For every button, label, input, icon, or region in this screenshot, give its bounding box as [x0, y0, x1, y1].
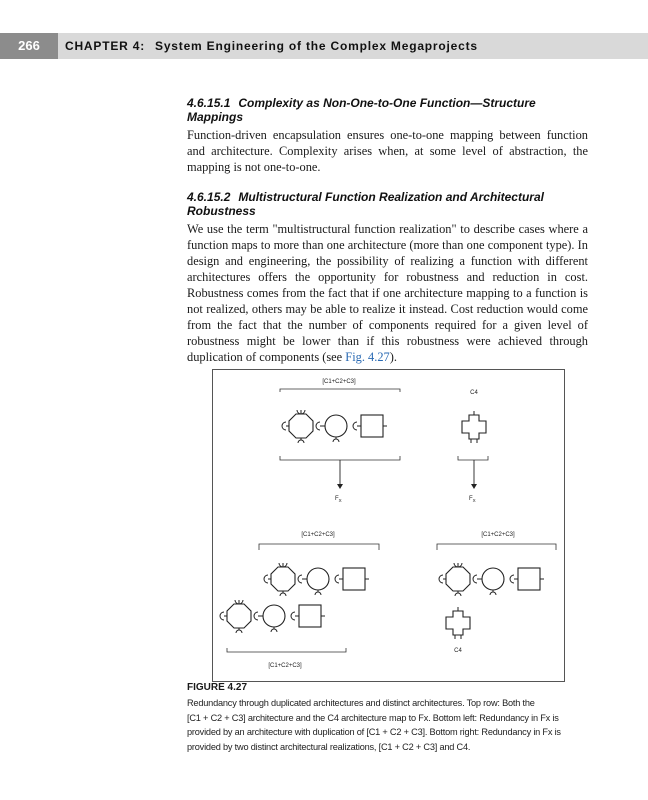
section-body: We use the term "multistructural function realization" to describe cases where a function maps to more than one architecture (more than one component type). In design and engineering, the possibility of realizing a function with different architectures offers the opportunity for robustness and reduction in cost. Robustness comes from the fact that if one architecture mapping to a function is not realized, others may be able to realize it instead. Cost reduction would come from the fact that the number of components required for a given level of robustness might be lower than if this robustness were achieved through duplication of components (see Fig. 4.27).	[187, 222, 588, 364]
figure-4-27	[212, 369, 565, 682]
chain-distinct	[439, 563, 544, 596]
chain-primary	[264, 563, 369, 596]
chain-c1-c2-c3	[282, 410, 387, 443]
label-c4: C4	[470, 390, 478, 396]
fx-right: $F_X$	[469, 496, 476, 503]
label-bottom-right-c4: C4	[454, 648, 462, 654]
label-bottom-left-top: [C1+C2+C3]	[301, 532, 335, 538]
section-body: Function-driven encapsulation ensures one-to-one mapping between function and architecture. Complexity arises when, at some level of abstraction, the mapping is not one-to-one.	[187, 128, 588, 174]
c4-component-bottom	[446, 607, 470, 639]
figure-link[interactable]: Fig. 4.27	[345, 350, 390, 364]
section-4-6-15-2	[187, 190, 588, 365]
chapter-name: System Engineering of the Complex Megaprojects	[155, 39, 478, 53]
section-heading: 4.6.15.1 Complexity as Non-One-to-One Function—Structure Mappings	[187, 96, 536, 124]
section-4-6-15-1	[187, 96, 588, 175]
c4-component	[462, 411, 486, 443]
figure-caption: Redundancy through duplicated architectures and distinct architectures. Top row: Both the [C1 + C2 + C3] architecture and the C4 architecture map to Fx. Bottom left: Redundancy in Fx is provided by an architecture with duplication of [C1 + C2 + C3]. Bottom right: Redundancy in Fx is provided by two distinct architectural realizations, [C1 + C2 + C3] and C4.	[187, 698, 561, 752]
chapter-label: CHAPTER 4:	[65, 39, 146, 53]
figure-label: FIGURE 4.27	[187, 682, 248, 693]
section-heading: 4.6.15.2 Multistructural Function Realization and Architectural Robustness	[187, 190, 544, 218]
page-number: 266	[0, 33, 58, 59]
label-bottom-left-bottom: [C1+C2+C3]	[268, 663, 302, 669]
chapter-title	[65, 33, 478, 59]
label-bottom-right-top: [C1+C2+C3]	[481, 532, 515, 538]
running-header	[0, 33, 648, 59]
fx-left: $F_X$	[335, 496, 342, 503]
label-top-left: [C1+C2+C3]	[322, 379, 356, 385]
chain-duplicate	[220, 600, 325, 633]
architecture-diagram	[213, 370, 564, 681]
